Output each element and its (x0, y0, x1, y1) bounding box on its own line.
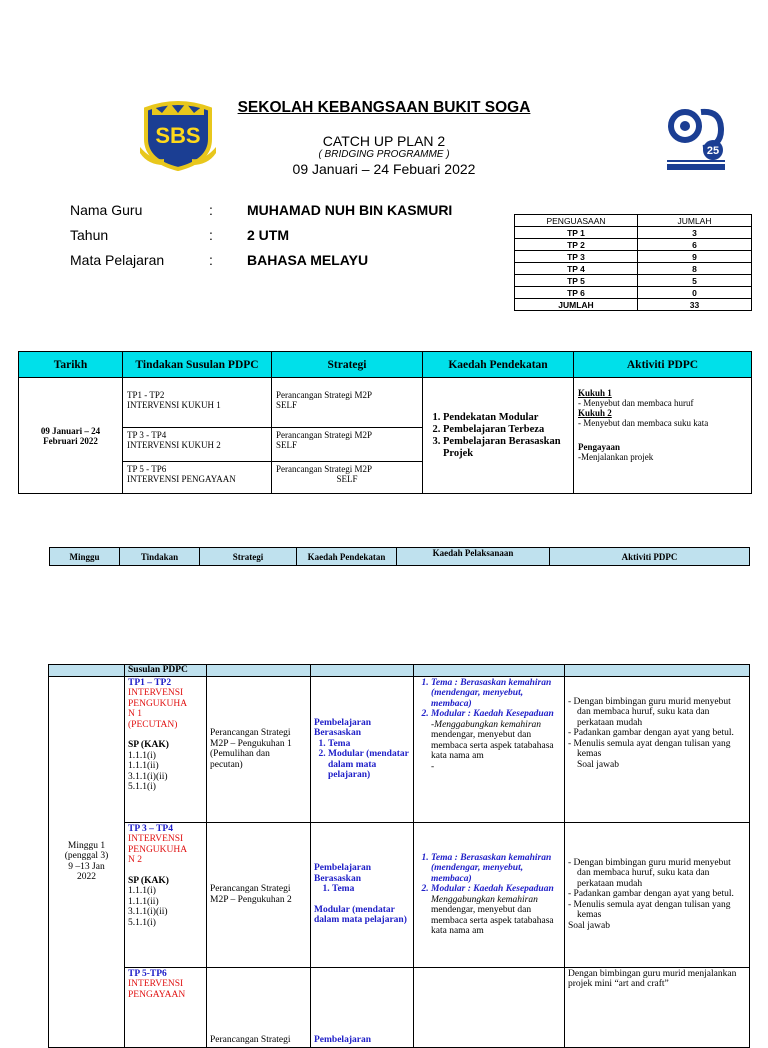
strategy-text: (Pemulihan dan (210, 749, 270, 759)
colon: : (209, 252, 213, 268)
table-header: Tindakan (120, 548, 200, 566)
table-cell (123, 428, 272, 462)
intervention-text: INTERVENSI (128, 834, 184, 844)
school-name: SEKOLAH KEBANGSAAN BUKIT SOGA (237, 99, 531, 116)
week-text: (penggal 3) (64, 851, 109, 861)
tp-range: TP1 - TP2 (127, 390, 165, 400)
activity-cell (574, 378, 752, 494)
table-cell: 33 (638, 299, 752, 311)
intervention-text: N 1 (128, 709, 142, 719)
colon: : (209, 202, 213, 218)
table-header: Strategi (272, 352, 423, 378)
strategy-text: SELF (276, 440, 298, 450)
strategy-text: Perancangan Strategi (210, 728, 291, 738)
note-italic: -Menggabungkan kemahiran (431, 719, 542, 730)
table-header: Tarikh (19, 352, 123, 378)
list-item: 1. Tema (328, 739, 410, 750)
table-cell: TP 2 (515, 239, 638, 251)
subject-value: BAHASA MELAYU (247, 252, 369, 268)
list-item: 2. Modular (mendatar dalam mata pelajaran) (328, 749, 410, 781)
detail-table (48, 664, 750, 1048)
table-header: Kaedah Pendekatan (297, 548, 397, 566)
approach-cell (423, 378, 574, 494)
activity-heading: Pengayaan (578, 442, 621, 452)
table-header: Kaedah Pendekatan (423, 352, 574, 378)
implementation-cell (414, 822, 565, 967)
table-cell: JUMLAH (515, 299, 638, 311)
activity-cell (565, 967, 750, 1047)
table-header: Aktiviti PDPC (574, 352, 752, 378)
table-header (311, 665, 414, 677)
strategy-cell (207, 676, 311, 822)
list-item: 1. Tema : Berasaskan kemahiran (mendengar, menyebut, membaca) (431, 678, 561, 710)
table-cell: 9 (638, 251, 752, 263)
sp-code: 3.1.1(i)(ii) (128, 907, 168, 917)
sp-code: 3.1.1(i)(ii) (128, 771, 168, 782)
tp-range: TP 5-TP6 (128, 968, 167, 979)
activity-text: Dengan bimbingan guru murid menjalankan projek mini “art and craft” (568, 968, 737, 989)
approach-text: Berasaskan (314, 728, 361, 738)
list-item: - Padankan gambar dengan ayat yang betul. (568, 889, 734, 900)
table-cell: 8 (638, 263, 752, 275)
activity-heading: Kukuh 1 (578, 388, 612, 398)
sp-code: 5.1.1(i) (128, 917, 156, 928)
table-cell (272, 378, 423, 428)
year-value: 2 UTM (247, 227, 289, 243)
list-item: 2. Modular : Kaedah Kesepaduan (431, 884, 561, 895)
week-text: 9 –13 Jan (68, 861, 105, 872)
activity-cell (565, 822, 750, 967)
list-item: - Dengan bimbingan guru murid menyebut dan membaca huruf, suku kata dan perkataan mudah (568, 696, 731, 728)
list-item: 1. Pendekatan Modular (443, 412, 569, 424)
week-text: Minggu 1 (67, 840, 106, 851)
table-header (414, 665, 565, 677)
intervention-text: PENGUKUHA (128, 844, 188, 855)
svg-text:25: 25 (706, 145, 720, 157)
table-header: Aktiviti PDPC (550, 548, 750, 566)
strategy-cell (207, 822, 311, 967)
implementation-cell (414, 967, 565, 1047)
table-header (207, 665, 311, 677)
strategy-text: pecutan) (210, 759, 243, 770)
implementation-cell (414, 676, 565, 822)
list-item: 1. Tema (332, 884, 410, 895)
approach-text: Pembelajaran (314, 717, 371, 728)
list-item: 3. Pembelajaran Berasaskan Projek (443, 436, 569, 460)
sp-code: 1.1.1(i) (128, 886, 156, 896)
note-text: mendengar, menyebut dan membaca serta aspek tatabahasa kata nama am (431, 905, 554, 936)
year-label: Tahun (70, 227, 109, 243)
date-text: 09 Januari – 24 Februari 2022 (40, 425, 101, 446)
strategy-text: SELF (276, 400, 298, 410)
intervention-name: INTERVENSI PENGAYAAN (127, 474, 236, 484)
table-cell: 3 (638, 227, 752, 239)
tindakan-cell (125, 967, 207, 1047)
sp-code: 1.1.1(i) (128, 750, 156, 761)
mastery-table (514, 214, 752, 311)
sp-title: SP (KAK) (128, 740, 169, 750)
plan-table (18, 351, 752, 494)
sp-code: 5.1.1(i) (128, 782, 156, 792)
strategy-text: M2P – Pengukuhan 1 (210, 738, 292, 749)
sp-code: 1.1.1(ii) (128, 761, 159, 771)
table-cell: TP 4 (515, 263, 638, 275)
table-header: Strategi (200, 548, 297, 566)
tp-range: TP 3 – TP4 (128, 823, 173, 834)
intervention-name: INTERVENSI KUKUH 2 (127, 440, 221, 450)
table-header (565, 665, 750, 677)
tindakan-cell (125, 822, 207, 967)
strategy-cell (207, 967, 311, 1047)
colon: : (209, 227, 213, 243)
approach-text: Pembelajaran (314, 863, 371, 874)
subject-label: Mata Pelajaran (70, 252, 165, 268)
activity-text: - Menyebut dan membaca suku kata (578, 418, 709, 428)
intervention-text: PENGUKUHA (128, 698, 188, 709)
intervention-text: PENGAYAAN (128, 989, 186, 1000)
strategy-text: Perancangan Strategi M2P (276, 430, 372, 440)
sp-code: 1.1.1(ii) (128, 896, 159, 907)
strategy-text: Perancangan Strategi M2P (276, 390, 372, 400)
table-cell: TP 5 (515, 275, 638, 287)
intervention-text: INTERVENSI (128, 979, 184, 989)
table-header: Susulan PDPC (125, 665, 207, 677)
list-item: Soal jawab (568, 920, 610, 931)
table-header (49, 665, 125, 677)
table-cell: 5 (638, 275, 752, 287)
table-cell: TP 3 (515, 251, 638, 263)
note-text: mendengar, menyebut dan membaca serta aspek tatabahasa kata nama am (431, 730, 554, 761)
plan-title: CATCH UP PLAN 2 (322, 133, 446, 149)
table-cell (123, 378, 272, 428)
svg-text:SBS: SBS (155, 123, 201, 148)
table-cell (272, 462, 423, 494)
approach-text: Pembelajaran (314, 1035, 371, 1045)
strategy-text: M2P – Pengukuhan 2 (210, 894, 292, 905)
strategy-text: SELF (336, 474, 358, 484)
intervention-text: N 2 (128, 855, 142, 865)
approach-cell (311, 676, 414, 822)
list-item: - Padankan gambar dengan ayat yang betul. (568, 728, 734, 738)
tp-range: TP 5 - TP6 (127, 464, 167, 474)
intervention-name: INTERVENSI KUKUH 1 (127, 400, 221, 410)
intervention-text: INTERVENSI (128, 688, 184, 698)
tindakan-cell (125, 676, 207, 822)
approach-cell (311, 822, 414, 967)
plan-subtitle: ( BRIDGING PROGRAMME ) (318, 149, 450, 160)
strategy-text: Perancangan Strategi (210, 884, 291, 894)
activity-cell (565, 676, 750, 822)
activity-text: -Menjalankan projek (578, 452, 654, 462)
table-header: JUMLAH (638, 215, 752, 227)
week-text: 2022 (77, 872, 96, 882)
table-cell: 6 (638, 239, 752, 251)
tp-range: TP1 – TP2 (128, 677, 172, 688)
list-item: - Menulis semula ayat dengan tulisan yang kemas (568, 899, 731, 921)
list-item: Soal jawab (577, 759, 619, 770)
table-cell: TP 1 (515, 227, 638, 239)
table-cell (272, 428, 423, 462)
note-dash: - (431, 761, 435, 772)
tp-range: TP 3 - TP4 (127, 430, 167, 440)
activity-text: - Menyebut dan membaca huruf (578, 398, 694, 408)
plan-dates: 09 Januari – 24 Febuari 2022 (292, 161, 476, 177)
week-header-table (49, 547, 750, 566)
table-header: Kaedah Pelaksanaan (397, 548, 550, 566)
list-item: - Menulis semula ayat dengan tulisan yang kemas (568, 738, 731, 759)
sp-title: SP (KAK) (128, 875, 169, 886)
intervention-text: (PECUTAN) (128, 719, 178, 730)
approach-text: Berasaskan (314, 873, 361, 884)
approach-text: Modular (mendatar dalam mata pelajaran) (314, 904, 407, 926)
teacher-name: MUHAMAD NUH BIN KASMURI (247, 202, 453, 218)
week-cell (49, 676, 125, 1047)
table-header: Tindakan Susulan PDPC (123, 352, 272, 378)
strategy-text: Perancangan Strategi (210, 1035, 291, 1045)
activity-heading: Kukuh 2 (578, 408, 612, 418)
table-cell: TP 6 (515, 287, 638, 299)
note-italic: Menggabungkan kemahiran (431, 894, 538, 905)
list-item: 2. Pembelajaran Terbeza (443, 424, 569, 436)
table-cell: 0 (638, 287, 752, 299)
strategy-text: Perancangan Strategi M2P (276, 464, 372, 474)
table-header: PENGUASAAN (515, 215, 638, 227)
list-item: 1. Tema : Berasaskan kemahiran (mendengar, menyebut, membaca) (431, 853, 561, 885)
table-cell (123, 462, 272, 494)
approach-cell (311, 967, 414, 1047)
list-item: - Dengan bimbingan guru murid menyebut dan membaca huruf, suku kata dan perkataan mudah (568, 857, 731, 889)
table-header: Minggu (50, 548, 120, 566)
teacher-label: Nama Guru (70, 202, 143, 218)
list-item: 2. Modular : Kaedah Kesepaduan (431, 709, 561, 720)
date-cell (19, 378, 123, 494)
